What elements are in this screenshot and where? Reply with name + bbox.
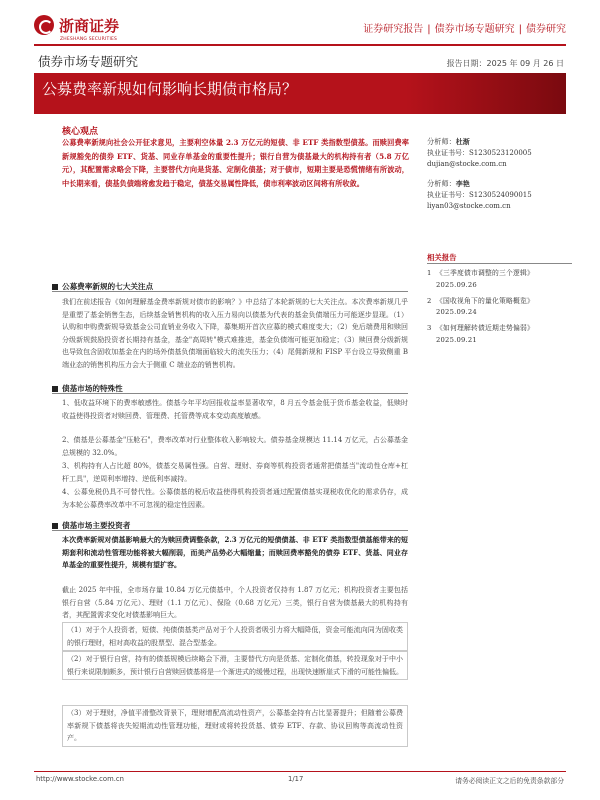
square-bullet-icon: [52, 523, 58, 529]
doc-type: 债券市场专题研究: [38, 54, 139, 69]
block-title-focus: 公募费率新规的七大关注点: [52, 281, 153, 292]
core-heading: 核心观点: [62, 127, 99, 137]
related-title[interactable]: 《国收视角下的量化策略概览》: [436, 296, 534, 305]
analyst-name: 李艳: [455, 179, 470, 188]
report-date: 报告日期：2025 年 09 月 26 日: [446, 59, 564, 68]
paragraph: 4、公募免税仍具不可替代性。公募债基的税后收益使得机构投资者通过配置债基实现税收优化的需求仍存，成为本轮公募费率改革中不可忽视的稳定性因素。: [62, 488, 408, 509]
footer-rule: [34, 771, 566, 772]
page-title: 公募费率新规如何影响长期债市格局？: [42, 80, 298, 98]
block-title-special: 债基市场的特殊性: [52, 383, 123, 394]
boxed-paragraph: （2）对于银行自营，持有的债基规模后续略会下滑，主要替代方向是货基、定制化债基，转投现象对于中小银行来说限制颇多，预计银行自营赎回债基将是一个渐进式的缓慢过程，出现快速断崖式下滑的可能性偏低。: [62, 651, 408, 680]
block-rule: [52, 530, 408, 531]
analyst-card: 分析师：杜渐 执业证书号：S1230523120005 dujian@stocke.com.cn: [427, 136, 572, 170]
related-date: 2025.09.24: [436, 308, 477, 317]
analyst-email[interactable]: liyan03@stocke.com.cn: [427, 202, 511, 210]
paragraph: 3、机构持有人占比超 80%，债基交易属性强。自营、理财、券商等机构投资者通常把债基当"流动性仓库+杠杆工具"，逆周利率增持、逆低利率减持。: [62, 462, 408, 483]
boxed-paragraph: （1）对于个人投资者，短债、纯债债基类产品对于个人投资者吸引力将大幅降低，资金可能流向同为固收类的银行理财，相对高收益的股票型、混合型基金。: [62, 622, 408, 651]
related-rule: [427, 263, 572, 264]
paragraph: 1、低收益环境下的费率敏感性。债基今年平均回报收益率显著收窄，8 月五令基金低于货币基金收益，低赎时收益使得投资者对赎回费、管理费、托管费等成本变动高度敏感。: [62, 399, 408, 420]
brand-english: ZHESHANG SECURITIES: [60, 37, 118, 42]
related-item[interactable]: 2 《国收视角下的量化策略概览》 2025.09.24: [427, 296, 534, 317]
related-item[interactable]: 1 《三季度债市调整的三个逻辑》 2025.09.26: [427, 269, 534, 289]
paragraph: 本次费率新规对债基影响最大的为赎回费调整条款，2.3 万亿元的短债债基、非 ETF 类指数型债基能带来的短期套利和流动性管理功能将被大幅削弱，而美产品势必大幅缩量；而赎回费率豁免的债券 ETF、货基、同业存单基金的重要性提升，规模有望扩容。: [62, 535, 408, 570]
nav-item-bond-research: 债券研究: [526, 24, 566, 35]
paragraph: 2、债基是公募基金"压舱石"，费率改革对行业整体收入影响较大。债券基金规模达 11.14 万亿元，占公募基金总规模的 32.0%。: [62, 436, 408, 457]
related-title[interactable]: 《三季度债市调整的三个逻辑》: [436, 269, 534, 277]
paragraph: 我们在前述报告《如何理解基金费率新规对债市的影响？》中总结了本轮新规的七大关注点。本次费率新规几乎是重塑了基金销售生态，后续基金销售机构的收入压力易向以债基为代表的基金负债端压力可能逐步显现。（1）认购和申购费新规导致基金公司直销业务收入下降，募集期开首次应募的模式难度变大；（2）免后端费用和赎回分级新规鼓励投资者长期持有基金，基金"高周转"模式难推进，基金负债端可能更加稳定；（3）赎回费分级新规也导致包含固收加基金在内的场外债基负债端面临较大的流失压力；（4）尾佣新规和 FISP 平台设立导致侧重 B 端业态的销售机构压力会大于侧重 C 端业态的销售机构。: [62, 298, 408, 369]
analyst-name: 杜渐: [455, 137, 470, 146]
related-item[interactable]: 3 《如何理解转债近期走势偏弱》 2025.09.21: [427, 324, 534, 344]
square-bullet-icon: [52, 386, 58, 392]
analyst-cert: 执业证书号：S1230524090015: [427, 191, 532, 199]
block-rule: [52, 393, 408, 394]
header-rule: [34, 44, 566, 46]
brand-logo-icon: [34, 15, 54, 35]
footer-disclaimer: 请务必阅读正文之后的免责条款部分: [455, 777, 564, 785]
related-date: 2025.09.26: [436, 280, 477, 289]
block-rule: [52, 291, 408, 292]
related-title[interactable]: 《如何理解转债近期走势偏弱》: [436, 324, 534, 333]
analyst-card: 分析师：李艳 执业证书号：S1230524090015 liyan03@stocke.com.cn: [427, 178, 572, 212]
core-viewpoint: 公募费率新规向社会公开征求意见，主要利空体量 2.3 万亿元的短债、非 ETF 类指数型债基。而赎回费率新规豁免的债券 ETF、货基、同业存单基金的重要性提升；银行自营为债基最大的机构持有者（5.8 万亿元），其配置需求略会下降，主要替代方向是货基、定制化债基；对于债市，短期主要是恐慌情绪有所波动，中长期来看，债基负债端将愈发趋于稳定，债基交易属性降低，债市利率波动区间将有所收敛。: [62, 138, 409, 188]
boxed-paragraph: （3）对于理财，净值平滑整改背景下，理财增配高流动性资产，公募基金持有占比显著提升；但随着公募费率新规下债基将丧失短期流动性管理功能，理财或将转投货基、债券 ETF、存款、协议回购等高流动性资产。: [62, 705, 408, 747]
brand-logo: [34, 14, 120, 42]
paragraph: 截止 2025 年中报，全市场存量 10.84 万亿元债基中，个人投资者仅持有 1.87 万亿元；机构投资者主要包括银行自营（5.84 万亿元）、理财（1.1 万亿元）、保险（0.68 万亿元）三类，银行自营为债基最大的机构持有者，其配置需求变化对债基影响巨大。: [62, 586, 408, 620]
square-bullet-icon: [52, 284, 58, 290]
page-number: 1/17: [288, 775, 304, 783]
analyst-cert: 执业证书号：S1230523120005: [427, 149, 532, 157]
related-list: [427, 268, 572, 351]
analyst-email[interactable]: dujian@stocke.com.cn: [427, 160, 507, 168]
nav-item-bond-special: 债券市场专题研究: [434, 24, 515, 35]
related-date: 2025.09.21: [436, 335, 477, 344]
block-title-investors: 债基市场主要投资者: [52, 520, 130, 531]
title-banner: [34, 73, 566, 114]
top-nav: 证券研究报告 | 债券市场专题研究 | 债券研究: [363, 24, 566, 35]
nav-item-report: 证券研究报告: [363, 24, 424, 35]
brand-name: 浙商证券: [59, 16, 120, 35]
analyst-panel: [427, 136, 572, 220]
related-heading: 相关报告: [427, 253, 457, 262]
footer-site-link[interactable]: http://www.stocke.com.cn: [36, 775, 124, 783]
